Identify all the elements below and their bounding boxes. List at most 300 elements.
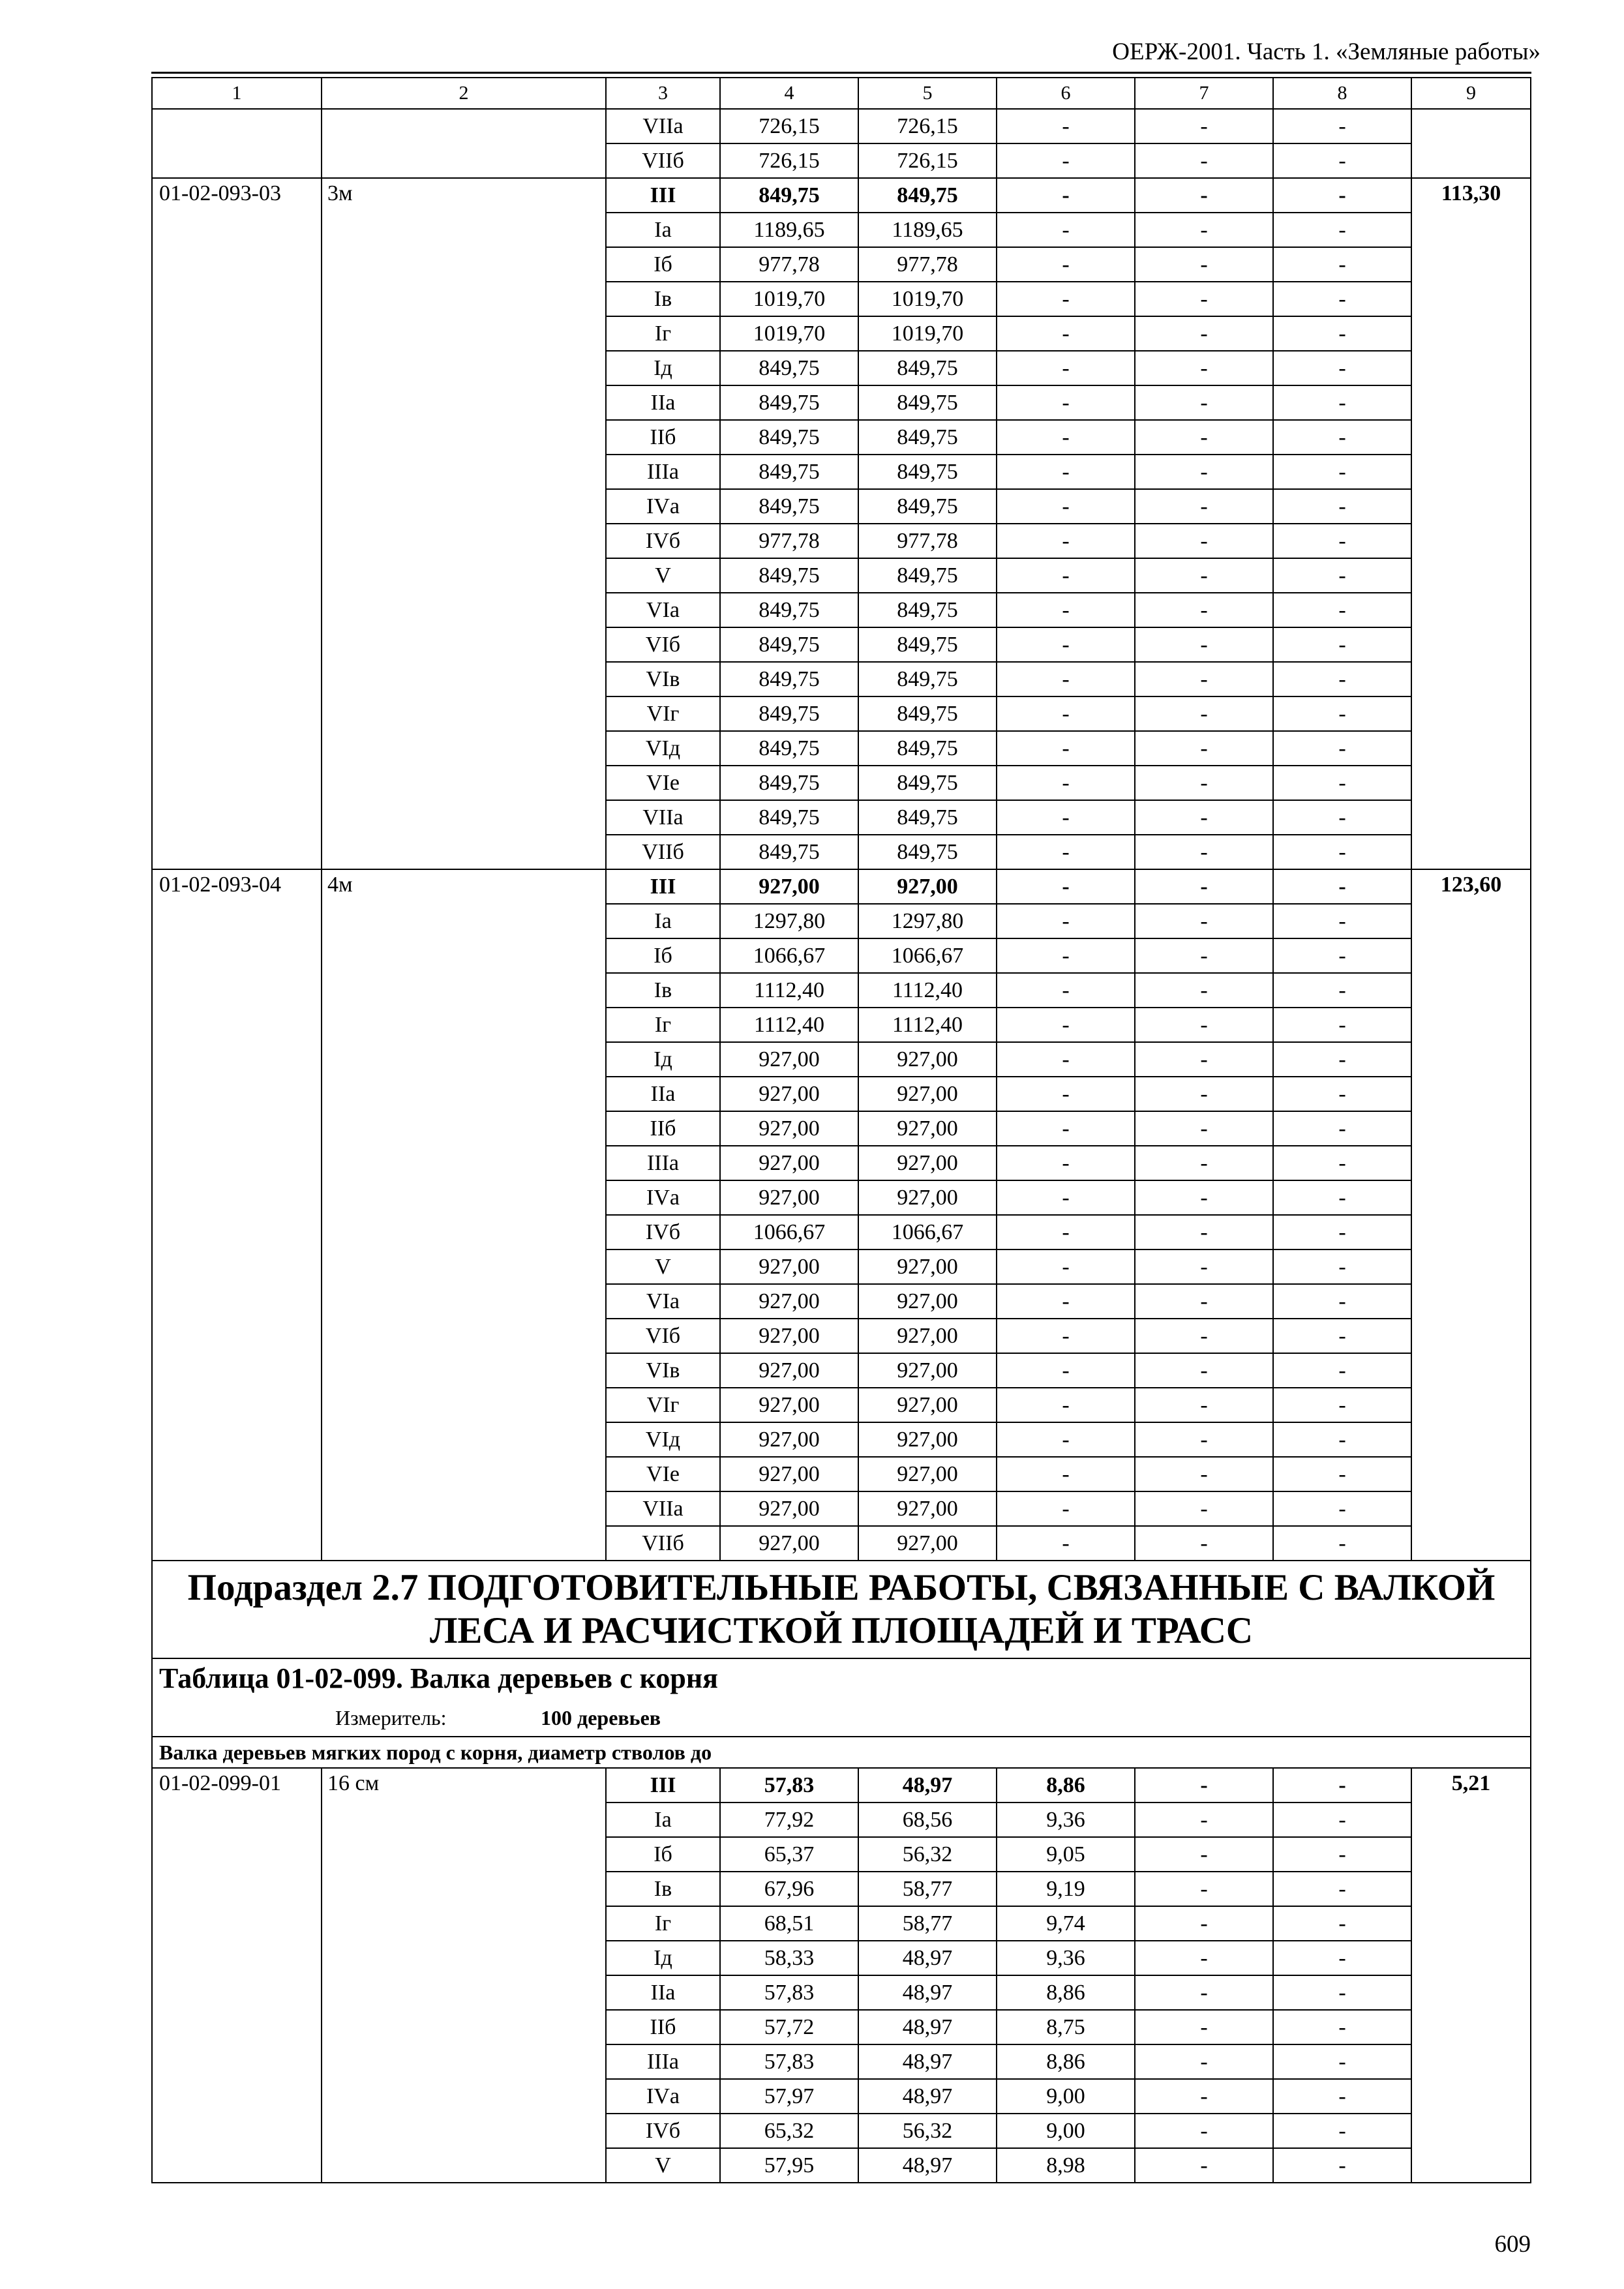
labor-cost-cell: 849,75 bbox=[858, 800, 997, 835]
machine-cost-cell: - bbox=[997, 1457, 1135, 1491]
materials-cost-cell: - bbox=[1273, 1353, 1411, 1388]
driver-wage-cell: - bbox=[1135, 109, 1273, 143]
materials-cost-cell: - bbox=[1273, 351, 1411, 385]
total-cost-cell: 57,83 bbox=[720, 2044, 858, 2079]
driver-wage-cell: - bbox=[1135, 2114, 1273, 2148]
machine-cost-cell: - bbox=[997, 1526, 1135, 1561]
table-row bbox=[152, 869, 1531, 904]
machine-cost-cell: - bbox=[997, 351, 1135, 385]
driver-wage-cell: - bbox=[1135, 316, 1273, 351]
driver-wage-cell: - bbox=[1135, 1180, 1273, 1215]
labor-cost-cell: 927,00 bbox=[858, 1491, 997, 1526]
total-cost-cell: 849,75 bbox=[720, 662, 858, 696]
driver-wage-cell: - bbox=[1135, 1526, 1273, 1561]
materials-cost-cell: - bbox=[1273, 1975, 1411, 2010]
zone-cell: IIб bbox=[606, 420, 720, 455]
driver-wage-cell: - bbox=[1135, 1008, 1273, 1042]
driver-wage-cell: - bbox=[1135, 213, 1273, 247]
zone-cell: Iд bbox=[606, 1042, 720, 1077]
total-cost-cell: 977,78 bbox=[720, 524, 858, 558]
driver-wage-cell: - bbox=[1135, 282, 1273, 316]
total-cost-cell: 849,75 bbox=[720, 489, 858, 524]
total-cost-cell: 927,00 bbox=[720, 1388, 858, 1422]
zone-cell: IIб bbox=[606, 1111, 720, 1146]
materials-cost-cell: - bbox=[1273, 1008, 1411, 1042]
materials-cost-cell: - bbox=[1273, 1526, 1411, 1561]
total-cost-cell: 57,95 bbox=[720, 2148, 858, 2183]
driver-wage-cell: - bbox=[1135, 1906, 1273, 1941]
driver-wage-cell: - bbox=[1135, 766, 1273, 800]
machine-cost-cell: - bbox=[997, 1319, 1135, 1353]
materials-cost-cell: - bbox=[1273, 766, 1411, 800]
labor-cost-cell: 726,15 bbox=[858, 109, 997, 143]
machine-cost-cell: - bbox=[997, 938, 1135, 973]
materials-cost-cell: - bbox=[1273, 593, 1411, 627]
materials-cost-cell: - bbox=[1273, 558, 1411, 593]
materials-cost-cell: - bbox=[1273, 662, 1411, 696]
machine-cost-cell: - bbox=[997, 1146, 1135, 1180]
driver-wage-cell: - bbox=[1135, 1422, 1273, 1457]
labor-cost-cell: 849,75 bbox=[858, 385, 997, 420]
driver-wage-cell: - bbox=[1135, 247, 1273, 282]
labor-cost-cell: 977,78 bbox=[858, 247, 997, 282]
labor-cost-cell: 1019,70 bbox=[858, 282, 997, 316]
labor-cost-cell: 927,00 bbox=[858, 1146, 997, 1180]
labor-cost-cell: 849,75 bbox=[858, 696, 997, 731]
machine-cost-cell: 8,75 bbox=[997, 2010, 1135, 2044]
labor-hours-cell: 5,21 bbox=[1411, 1768, 1531, 2183]
labor-cost-cell: 48,97 bbox=[858, 1768, 997, 1803]
driver-wage-cell: - bbox=[1135, 455, 1273, 489]
materials-cost-cell: - bbox=[1273, 1319, 1411, 1353]
materials-cost-cell: - bbox=[1273, 731, 1411, 766]
machine-cost-cell: - bbox=[997, 1491, 1135, 1526]
labor-cost-cell: 1189,65 bbox=[858, 213, 997, 247]
materials-cost-cell: - bbox=[1273, 938, 1411, 973]
driver-wage-cell: - bbox=[1135, 1491, 1273, 1526]
zone-cell: VIв bbox=[606, 662, 720, 696]
table-title: Таблица 01-02-099. Валка деревьев с корня bbox=[159, 1662, 718, 1694]
machine-cost-cell: - bbox=[997, 1111, 1135, 1146]
driver-wage-cell: - bbox=[1135, 2079, 1273, 2114]
zone-cell: VIд bbox=[606, 731, 720, 766]
total-cost-cell: 1112,40 bbox=[720, 1008, 858, 1042]
materials-cost-cell: - bbox=[1273, 1803, 1411, 1837]
driver-wage-cell: - bbox=[1135, 2044, 1273, 2079]
machine-cost-cell: - bbox=[997, 904, 1135, 938]
materials-cost-cell: - bbox=[1273, 1837, 1411, 1872]
labor-cost-cell: 927,00 bbox=[858, 1077, 997, 1111]
driver-wage-cell: - bbox=[1135, 731, 1273, 766]
zone-cell: VIIа bbox=[606, 800, 720, 835]
driver-wage-cell: - bbox=[1135, 835, 1273, 869]
table-title-row bbox=[152, 1658, 1531, 1737]
materials-cost-cell: - bbox=[1273, 455, 1411, 489]
total-cost-cell: 927,00 bbox=[720, 1284, 858, 1319]
machine-cost-cell: - bbox=[997, 593, 1135, 627]
work-name-cell: 4м bbox=[322, 869, 606, 1561]
machine-cost-cell: - bbox=[997, 213, 1135, 247]
machine-cost-cell: - bbox=[997, 1180, 1135, 1215]
zone-cell: Iа bbox=[606, 213, 720, 247]
column-number: 1 bbox=[152, 78, 322, 109]
materials-cost-cell: - bbox=[1273, 1422, 1411, 1457]
zone-cell: VIIб bbox=[606, 1526, 720, 1561]
machine-cost-cell: - bbox=[997, 1042, 1135, 1077]
zone-cell: VIб bbox=[606, 1319, 720, 1353]
materials-cost-cell: - bbox=[1273, 213, 1411, 247]
zone-cell: IVа bbox=[606, 489, 720, 524]
machine-cost-cell: - bbox=[997, 1284, 1135, 1319]
machine-cost-cell: 8,86 bbox=[997, 2044, 1135, 2079]
materials-cost-cell: - bbox=[1273, 2114, 1411, 2148]
total-cost-cell: 849,75 bbox=[720, 385, 858, 420]
total-cost-cell: 1019,70 bbox=[720, 316, 858, 351]
driver-wage-cell: - bbox=[1135, 143, 1273, 178]
total-cost-cell: 927,00 bbox=[720, 1146, 858, 1180]
driver-wage-cell: - bbox=[1135, 1837, 1273, 1872]
labor-cost-cell: 927,00 bbox=[858, 1526, 997, 1561]
materials-cost-cell: - bbox=[1273, 1491, 1411, 1526]
materials-cost-cell: - bbox=[1273, 1768, 1411, 1803]
page-number: 609 bbox=[1494, 2231, 1531, 2258]
zone-cell: IVа bbox=[606, 2079, 720, 2114]
table-title-cell bbox=[152, 1658, 1531, 1737]
zone-cell: III bbox=[606, 869, 720, 904]
total-cost-cell: 57,72 bbox=[720, 2010, 858, 2044]
zone-cell: IIIа bbox=[606, 455, 720, 489]
column-number: 8 bbox=[1273, 78, 1411, 109]
total-cost-cell: 849,75 bbox=[720, 627, 858, 662]
zone-cell: Iг bbox=[606, 316, 720, 351]
driver-wage-cell: - bbox=[1135, 178, 1273, 213]
column-number: 3 bbox=[606, 78, 720, 109]
labor-cost-cell: 48,97 bbox=[858, 2148, 997, 2183]
labor-cost-cell: 849,75 bbox=[858, 731, 997, 766]
zone-cell: VIг bbox=[606, 1388, 720, 1422]
work-name-cell bbox=[322, 109, 606, 178]
machine-cost-cell: - bbox=[997, 489, 1135, 524]
zone-cell: VIIб bbox=[606, 835, 720, 869]
driver-wage-cell: - bbox=[1135, 351, 1273, 385]
header-rule bbox=[151, 72, 1531, 74]
total-cost-cell: 849,75 bbox=[720, 766, 858, 800]
driver-wage-cell: - bbox=[1135, 1975, 1273, 2010]
driver-wage-cell: - bbox=[1135, 938, 1273, 973]
materials-cost-cell: - bbox=[1273, 1872, 1411, 1906]
labor-cost-cell: 927,00 bbox=[858, 1422, 997, 1457]
column-number: 7 bbox=[1135, 78, 1273, 109]
machine-cost-cell: 8,98 bbox=[997, 2148, 1135, 2183]
labor-cost-cell: 48,97 bbox=[858, 2044, 997, 2079]
materials-cost-cell: - bbox=[1273, 1457, 1411, 1491]
driver-wage-cell: - bbox=[1135, 1353, 1273, 1388]
materials-cost-cell: - bbox=[1273, 385, 1411, 420]
machine-cost-cell: - bbox=[997, 1422, 1135, 1457]
total-cost-cell: 849,75 bbox=[720, 178, 858, 213]
zone-cell: VIе bbox=[606, 1457, 720, 1491]
machine-cost-cell: - bbox=[997, 835, 1135, 869]
zone-cell: IVб bbox=[606, 1215, 720, 1249]
column-number: 5 bbox=[858, 78, 997, 109]
total-cost-cell: 1297,80 bbox=[720, 904, 858, 938]
measure-label: Измеритель: bbox=[335, 1706, 447, 1729]
labor-cost-cell: 927,00 bbox=[858, 1249, 997, 1284]
machine-cost-cell: - bbox=[997, 1077, 1135, 1111]
total-cost-cell: 57,83 bbox=[720, 1975, 858, 2010]
materials-cost-cell: - bbox=[1273, 835, 1411, 869]
driver-wage-cell: - bbox=[1135, 1872, 1273, 1906]
driver-wage-cell: - bbox=[1135, 1077, 1273, 1111]
labor-cost-cell: 48,97 bbox=[858, 1941, 997, 1975]
labor-cost-cell: 849,75 bbox=[858, 662, 997, 696]
materials-cost-cell: - bbox=[1273, 1180, 1411, 1215]
total-cost-cell: 1019,70 bbox=[720, 282, 858, 316]
total-cost-cell: 849,75 bbox=[720, 455, 858, 489]
driver-wage-cell: - bbox=[1135, 1768, 1273, 1803]
labor-cost-cell: 849,75 bbox=[858, 627, 997, 662]
total-cost-cell: 927,00 bbox=[720, 1111, 858, 1146]
section-heading-row bbox=[152, 1561, 1531, 1658]
labor-cost-cell: 977,78 bbox=[858, 524, 997, 558]
materials-cost-cell: - bbox=[1273, 2079, 1411, 2114]
table-row bbox=[152, 178, 1531, 213]
labor-cost-cell: 58,77 bbox=[858, 1872, 997, 1906]
total-cost-cell: 849,75 bbox=[720, 558, 858, 593]
total-cost-cell: 927,00 bbox=[720, 1457, 858, 1491]
total-cost-cell: 927,00 bbox=[720, 1077, 858, 1111]
driver-wage-cell: - bbox=[1135, 385, 1273, 420]
total-cost-cell: 1189,65 bbox=[720, 213, 858, 247]
materials-cost-cell: - bbox=[1273, 2044, 1411, 2079]
machine-cost-cell: - bbox=[997, 385, 1135, 420]
rate-code-cell: 01-02-093-03 bbox=[152, 178, 322, 869]
labor-cost-cell: 849,75 bbox=[858, 455, 997, 489]
subheading-row bbox=[152, 1737, 1531, 1768]
work-name-cell: 16 см bbox=[322, 1768, 606, 2183]
labor-cost-cell: 1112,40 bbox=[858, 973, 997, 1008]
labor-hours-cell: 113,30 bbox=[1411, 178, 1531, 869]
labor-cost-cell: 927,00 bbox=[858, 1353, 997, 1388]
rate-code-cell bbox=[152, 109, 322, 178]
machine-cost-cell: - bbox=[997, 627, 1135, 662]
total-cost-cell: 65,32 bbox=[720, 2114, 858, 2148]
total-cost-cell: 849,75 bbox=[720, 696, 858, 731]
labor-cost-cell: 927,00 bbox=[858, 869, 997, 904]
driver-wage-cell: - bbox=[1135, 1249, 1273, 1284]
machine-cost-cell: - bbox=[997, 1249, 1135, 1284]
materials-cost-cell: - bbox=[1273, 627, 1411, 662]
labor-cost-cell: 849,75 bbox=[858, 351, 997, 385]
driver-wage-cell: - bbox=[1135, 1215, 1273, 1249]
total-cost-cell: 57,97 bbox=[720, 2079, 858, 2114]
total-cost-cell: 67,96 bbox=[720, 1872, 858, 1906]
materials-cost-cell: - bbox=[1273, 420, 1411, 455]
materials-cost-cell: - bbox=[1273, 1388, 1411, 1422]
driver-wage-cell: - bbox=[1135, 904, 1273, 938]
labor-cost-cell: 58,77 bbox=[858, 1906, 997, 1941]
zone-cell: VIб bbox=[606, 627, 720, 662]
labor-cost-cell: 68,56 bbox=[858, 1803, 997, 1837]
machine-cost-cell: - bbox=[997, 247, 1135, 282]
zone-cell: Iг bbox=[606, 1008, 720, 1042]
materials-cost-cell: - bbox=[1273, 1906, 1411, 1941]
driver-wage-cell: - bbox=[1135, 489, 1273, 524]
machine-cost-cell: - bbox=[997, 524, 1135, 558]
labor-cost-cell: 927,00 bbox=[858, 1111, 997, 1146]
materials-cost-cell: - bbox=[1273, 143, 1411, 178]
total-cost-cell: 726,15 bbox=[720, 143, 858, 178]
driver-wage-cell: - bbox=[1135, 1803, 1273, 1837]
materials-cost-cell: - bbox=[1273, 178, 1411, 213]
zone-cell: VIа bbox=[606, 593, 720, 627]
labor-cost-cell: 849,75 bbox=[858, 178, 997, 213]
total-cost-cell: 977,78 bbox=[720, 247, 858, 282]
machine-cost-cell: 9,05 bbox=[997, 1837, 1135, 1872]
machine-cost-cell: - bbox=[997, 282, 1135, 316]
zone-cell: IIа bbox=[606, 385, 720, 420]
materials-cost-cell: - bbox=[1273, 282, 1411, 316]
driver-wage-cell: - bbox=[1135, 869, 1273, 904]
zone-cell: Iв bbox=[606, 282, 720, 316]
driver-wage-cell: - bbox=[1135, 1457, 1273, 1491]
machine-cost-cell: - bbox=[997, 316, 1135, 351]
machine-cost-cell: 9,36 bbox=[997, 1941, 1135, 1975]
machine-cost-cell: - bbox=[997, 109, 1135, 143]
driver-wage-cell: - bbox=[1135, 1111, 1273, 1146]
machine-cost-cell: - bbox=[997, 1353, 1135, 1388]
total-cost-cell: 849,75 bbox=[720, 731, 858, 766]
total-cost-cell: 849,75 bbox=[720, 351, 858, 385]
driver-wage-cell: - bbox=[1135, 420, 1273, 455]
machine-cost-cell: 8,86 bbox=[997, 1768, 1135, 1803]
labor-cost-cell: 927,00 bbox=[858, 1284, 997, 1319]
measure-line bbox=[159, 1707, 1524, 1728]
materials-cost-cell: - bbox=[1273, 869, 1411, 904]
materials-cost-cell: - bbox=[1273, 2148, 1411, 2183]
driver-wage-cell: - bbox=[1135, 2010, 1273, 2044]
total-cost-cell: 927,00 bbox=[720, 1491, 858, 1526]
machine-cost-cell: - bbox=[997, 731, 1135, 766]
machine-cost-cell: - bbox=[997, 1215, 1135, 1249]
total-cost-cell: 68,51 bbox=[720, 1906, 858, 1941]
column-number: 6 bbox=[997, 78, 1135, 109]
materials-cost-cell: - bbox=[1273, 1077, 1411, 1111]
zone-cell: IVа bbox=[606, 1180, 720, 1215]
machine-cost-cell: - bbox=[997, 143, 1135, 178]
zone-cell: Iа bbox=[606, 1803, 720, 1837]
table-body bbox=[152, 78, 1531, 2183]
machine-cost-cell: - bbox=[997, 662, 1135, 696]
zone-cell: Iв bbox=[606, 1872, 720, 1906]
machine-cost-cell: 9,74 bbox=[997, 1906, 1135, 1941]
zone-cell: IVб bbox=[606, 2114, 720, 2148]
driver-wage-cell: - bbox=[1135, 593, 1273, 627]
driver-wage-cell: - bbox=[1135, 662, 1273, 696]
materials-cost-cell: - bbox=[1273, 1042, 1411, 1077]
total-cost-cell: 927,00 bbox=[720, 1319, 858, 1353]
zone-cell: V bbox=[606, 2148, 720, 2183]
zone-cell: IIб bbox=[606, 2010, 720, 2044]
labor-cost-cell: 56,32 bbox=[858, 2114, 997, 2148]
zone-cell: V bbox=[606, 558, 720, 593]
materials-cost-cell: - bbox=[1273, 1215, 1411, 1249]
driver-wage-cell: - bbox=[1135, 973, 1273, 1008]
zone-cell: VIг bbox=[606, 696, 720, 731]
rate-code-cell: 01-02-093-04 bbox=[152, 869, 322, 1561]
materials-cost-cell: - bbox=[1273, 316, 1411, 351]
labor-cost-cell: 849,75 bbox=[858, 766, 997, 800]
zone-cell: IIа bbox=[606, 1077, 720, 1111]
zone-cell: Iб bbox=[606, 1837, 720, 1872]
total-cost-cell: 849,75 bbox=[720, 800, 858, 835]
total-cost-cell: 927,00 bbox=[720, 1180, 858, 1215]
labor-cost-cell: 1112,40 bbox=[858, 1008, 997, 1042]
driver-wage-cell: - bbox=[1135, 1284, 1273, 1319]
machine-cost-cell: - bbox=[997, 800, 1135, 835]
labor-cost-cell: 1066,67 bbox=[858, 1215, 997, 1249]
machine-cost-cell: - bbox=[997, 455, 1135, 489]
column-number: 2 bbox=[322, 78, 606, 109]
total-cost-cell: 927,00 bbox=[720, 869, 858, 904]
total-cost-cell: 849,75 bbox=[720, 593, 858, 627]
driver-wage-cell: - bbox=[1135, 627, 1273, 662]
total-cost-cell: 927,00 bbox=[720, 1526, 858, 1561]
materials-cost-cell: - bbox=[1273, 973, 1411, 1008]
labor-cost-cell: 927,00 bbox=[858, 1180, 997, 1215]
driver-wage-cell: - bbox=[1135, 524, 1273, 558]
machine-cost-cell: - bbox=[997, 558, 1135, 593]
labor-cost-cell: 48,97 bbox=[858, 2010, 997, 2044]
materials-cost-cell: - bbox=[1273, 1284, 1411, 1319]
labor-cost-cell: 849,75 bbox=[858, 420, 997, 455]
materials-cost-cell: - bbox=[1273, 524, 1411, 558]
machine-cost-cell: 9,19 bbox=[997, 1872, 1135, 1906]
driver-wage-cell: - bbox=[1135, 696, 1273, 731]
zone-cell: VIIб bbox=[606, 143, 720, 178]
zone-cell: VIа bbox=[606, 1284, 720, 1319]
total-cost-cell: 927,00 bbox=[720, 1042, 858, 1077]
column-number-row bbox=[152, 78, 1531, 109]
materials-cost-cell: - bbox=[1273, 904, 1411, 938]
total-cost-cell: 57,83 bbox=[720, 1768, 858, 1803]
column-number: 4 bbox=[720, 78, 858, 109]
zone-cell: VIв bbox=[606, 1353, 720, 1388]
materials-cost-cell: - bbox=[1273, 1111, 1411, 1146]
zone-cell: VIIа bbox=[606, 1491, 720, 1526]
labor-cost-cell: 1019,70 bbox=[858, 316, 997, 351]
labor-cost-cell: 927,00 bbox=[858, 1319, 997, 1353]
zone-cell: Iг bbox=[606, 1906, 720, 1941]
table-row bbox=[152, 1768, 1531, 1803]
materials-cost-cell: - bbox=[1273, 1146, 1411, 1180]
labor-cost-cell: 927,00 bbox=[858, 1388, 997, 1422]
machine-cost-cell: 9,36 bbox=[997, 1803, 1135, 1837]
total-cost-cell: 927,00 bbox=[720, 1353, 858, 1388]
zone-cell: Iб bbox=[606, 938, 720, 973]
column-number: 9 bbox=[1411, 78, 1531, 109]
machine-cost-cell: 9,00 bbox=[997, 2114, 1135, 2148]
materials-cost-cell: - bbox=[1273, 800, 1411, 835]
materials-cost-cell: - bbox=[1273, 247, 1411, 282]
total-cost-cell: 58,33 bbox=[720, 1941, 858, 1975]
zone-cell: V bbox=[606, 1249, 720, 1284]
labor-cost-cell: 48,97 bbox=[858, 1975, 997, 2010]
labor-cost-cell: 56,32 bbox=[858, 1837, 997, 1872]
machine-cost-cell: 9,00 bbox=[997, 2079, 1135, 2114]
zone-cell: III bbox=[606, 178, 720, 213]
work-name-cell: 3м bbox=[322, 178, 606, 869]
